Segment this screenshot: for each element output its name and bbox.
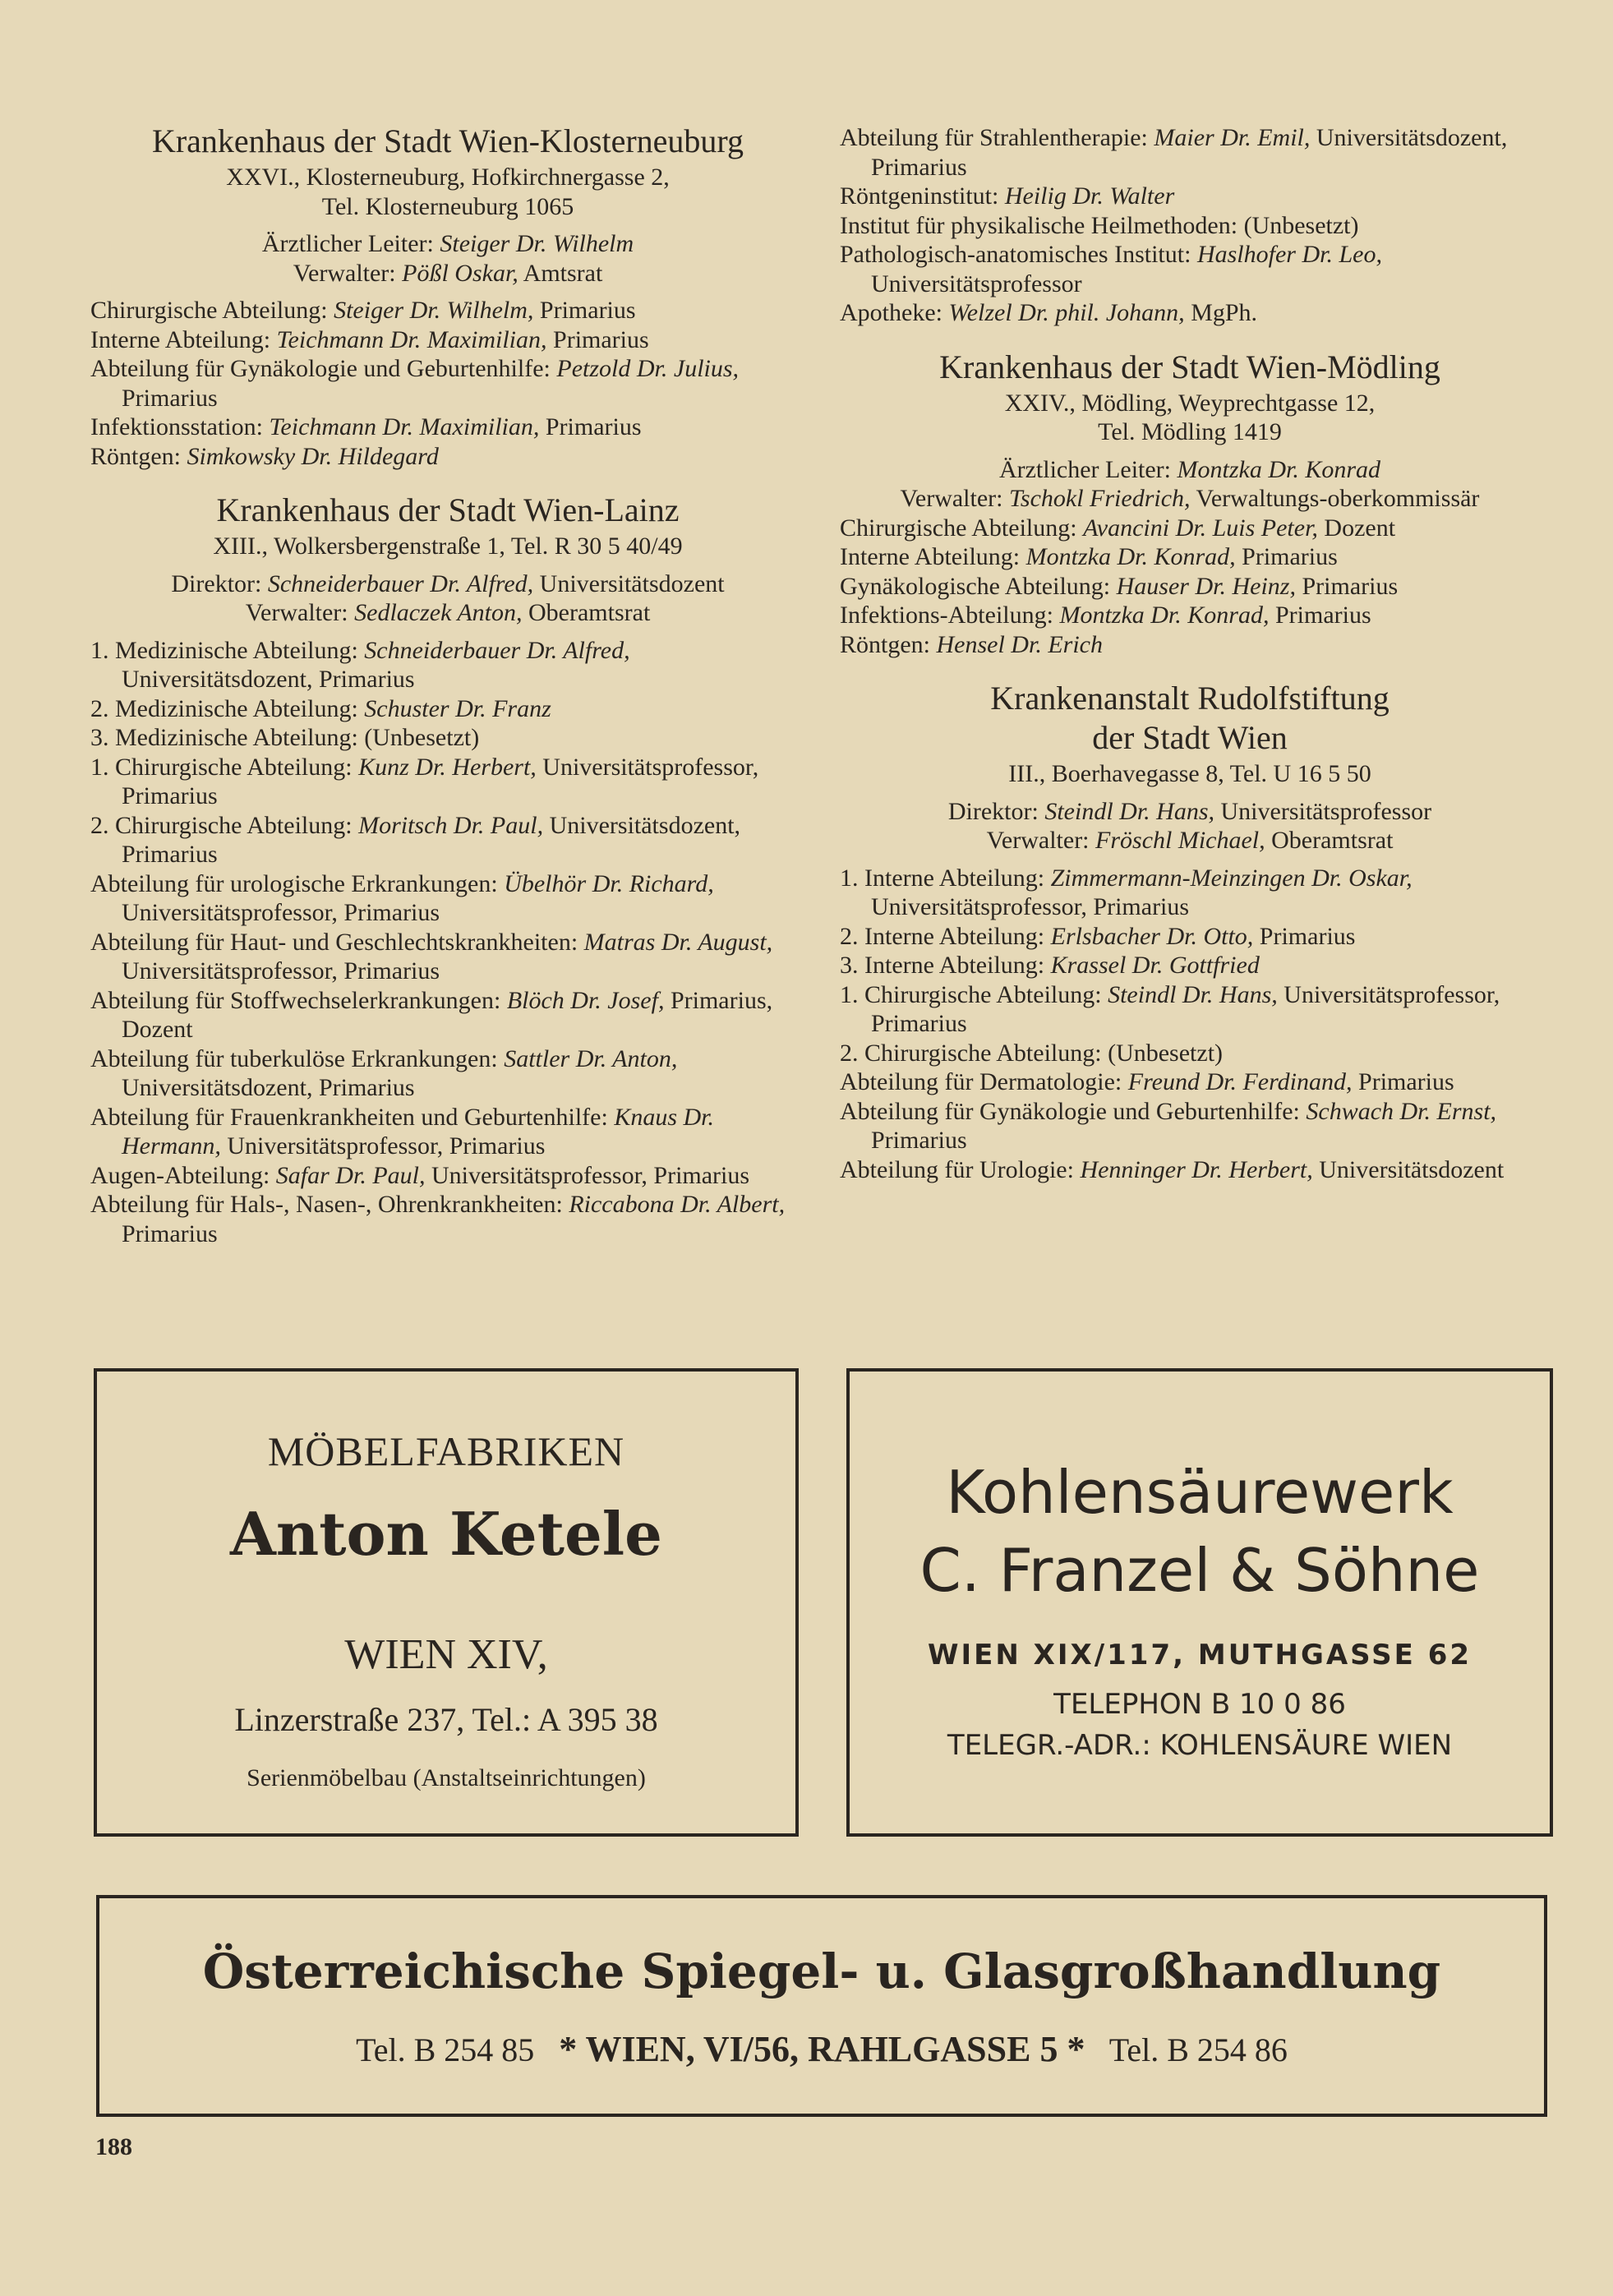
department-entry: Abteilung für Gynäkologie und Geburtenhilfe: Schwach Dr. Ernst, Primarius: [840, 1097, 1497, 1154]
hospital-address: III., Boerhavegasse 8, Tel. U 16 5 50: [1008, 760, 1371, 787]
medical-director: Ärztlicher Leiter: Steiger Dr. Wilhelm: [261, 230, 634, 257]
department-entry: Abteilung für urologische Erkrankungen: Übelhör Dr. Richard, Universitätsprofessor, Primarius: [90, 869, 714, 926]
hospital-address: XXVI., Klosterneuburg, Hofkirchnergasse 2,: [226, 164, 670, 191]
administrator: Verwalter: Fröschl Michael, Oberamtsrat: [986, 827, 1394, 854]
department-entry: 1. Medizinische Abteilung: Schneiderbauer Dr. Alfred, Universitätsdozent, Primarius: [90, 636, 630, 693]
ad-address: * WIEN, VI/56, RAHLGASSE 5 *: [559, 2029, 1085, 2069]
department-entry: Infektionsstation: Teichmann Dr. Maximilian, Primarius: [90, 413, 642, 440]
director: Direktor: Steindl Dr. Hans, Universitätsprofessor: [947, 797, 1432, 825]
department-entry: Pathologisch-anatomisches Institut: Haslhofer Dr. Leo, Universitätsprofessor: [840, 241, 1382, 297]
department-entry: Abteilung für Dermatologie: Freund Dr. Ferdinand, Primarius: [840, 1068, 1454, 1095]
hospital-phone: Tel. Mödling 1419: [1098, 418, 1282, 445]
department-entry: 2. Interne Abteilung: Erlsbacher Dr. Otto, Primarius: [840, 922, 1356, 950]
department-entry: Augen-Abteilung: Safar Dr. Paul, Universitätsprofessor, Primarius: [90, 1161, 750, 1189]
hospital-title-klosterneuburg: Krankenhaus der Stadt Wien-Klosterneuburg: [151, 122, 744, 159]
ad-address: WIEN XIX/117, MUTHGASSE 62: [927, 1639, 1472, 1671]
ad-city: WIEN XIV,: [344, 1631, 548, 1678]
administrator: Verwalter: Tschokl Friedrich, Verwaltungs-oberkommissär: [900, 485, 1480, 512]
department-entry: Interne Abteilung: Teichmann Dr. Maximilian, Primarius: [90, 325, 649, 353]
hospital-title-rudolfstiftung: Krankenanstalt Rudolfstiftung: [990, 680, 1389, 717]
department-entry: 2. Chirurgische Abteilung: (Unbesetzt): [840, 1039, 1224, 1067]
administrator: Verwalter: Pößl Oskar, Amtsrat: [293, 259, 603, 287]
hospital-title-lainz: Krankenhaus der Stadt Wien-Lainz: [216, 491, 680, 528]
ad-headline: Kohlensäurewerk: [946, 1458, 1454, 1527]
department-entry: Institut für physikalische Heilmethoden: (Unbesetzt): [840, 211, 1359, 239]
department-entry: Apotheke: Welzel Dr. phil. Johann, MgPh.: [840, 299, 1258, 326]
department-entry: 3. Medizinische Abteilung: (Unbesetzt): [90, 724, 480, 751]
hospital-address: XXIV., Mödling, Weyprechtgasse 12,: [1004, 389, 1376, 417]
hospital-title-moedling: Krankenhaus der Stadt Wien-Mödling: [939, 348, 1440, 385]
department-entry: Abteilung für Hals-, Nasen-, Ohrenkrankheiten: Riccabona Dr. Albert, Primarius: [90, 1191, 786, 1247]
ad-spiegel: [96, 1895, 1547, 2117]
department-entry: Gynäkologische Abteilung: Hauser Dr. Heinz, Primarius: [840, 572, 1399, 600]
ad-telephone: TELEPHON B 10 0 86: [1053, 1688, 1346, 1721]
ad-company-name: Anton Ketele: [230, 1499, 662, 1569]
department-entry: Abteilung für tuberkulöse Erkrankungen: Sattler Dr. Anton, Universitätsdozent, Primarius: [90, 1044, 678, 1101]
department-entry: Abteilung für Haut- und Geschlechtskrankheiten: Matras Dr. August, Universitätsprofessor, Primarius: [90, 928, 773, 984]
ad-telegram-address: TELEGR.-ADR.: KOHLENSÄURE WIEN: [947, 1729, 1453, 1762]
ad-company-name: Österreichische Spiegel- u. Glasgroßhandlung: [202, 1943, 1441, 1999]
department-entry: Abteilung für Frauenkrankheiten und Geburtenhilfe: Knaus Dr. Hermann, Universitätsprofessor, Primarius: [90, 1103, 715, 1160]
ad-company-name: C. Franzel & Söhne: [919, 1536, 1480, 1605]
hospital-phone: Tel. Klosterneuburg 1065: [321, 192, 574, 220]
department-entry: 3. Interne Abteilung: Krassel Dr. Gottfried: [840, 952, 1260, 979]
department-entry: 2. Chirurgische Abteilung: Moritsch Dr. Paul, Universitätsdozent, Primarius: [90, 811, 741, 868]
hospital-subtitle-rudolfstiftung: der Stadt Wien: [1092, 719, 1288, 756]
department-entry: Interne Abteilung: Montzka Dr. Konrad, Primarius: [840, 543, 1338, 570]
department-entry: Infektions-Abteilung: Montzka Dr. Konrad, Primarius: [840, 602, 1371, 629]
ad-telephone-right: Tel. B 254 86: [1108, 2031, 1288, 2068]
ad-ketele: [94, 1368, 799, 1837]
ad-franzel: [846, 1368, 1553, 1837]
department-entry: Abteilung für Gynäkologie und Geburtenhilfe: Petzold Dr. Julius, Primarius: [90, 355, 740, 412]
ad-telephone-left: Tel. B 254 85: [356, 2031, 535, 2068]
department-entry: 1. Chirurgische Abteilung: Kunz Dr. Herbert, Universitätsprofessor, Primarius: [90, 753, 759, 809]
left-column: [90, 123, 805, 1248]
director: Direktor: Schneiderbauer Dr. Alfred, Universitätsdozent: [171, 569, 725, 597]
hospital-address: XIII., Wolkersbergenstraße 1, Tel. R 30 5 40/49: [213, 533, 683, 560]
department-entry: Abteilung für Urologie: Henninger Dr. Herbert, Universitätsdozent: [840, 1155, 1505, 1183]
department-entry: Chirurgische Abteilung: Steiger Dr. Wilhelm, Primarius: [90, 297, 636, 324]
right-column: [840, 123, 1540, 1184]
medical-director: Ärztlicher Leiter: Montzka Dr. Konrad: [998, 455, 1381, 483]
department-entry: Chirurgische Abteilung: Avancini Dr. Luis Peter, Dozent: [840, 514, 1396, 542]
department-entry: Abteilung für Stoffwechselerkrankungen: Blöch Dr. Josef, Primarius, Dozent: [90, 986, 773, 1043]
ad-tagline: Serienmöbelbau (Anstaltseinrichtungen): [247, 1764, 646, 1791]
department-entry: 1. Interne Abteilung: Zimmermann-Meinzingen Dr. Oskar, Universitätsprofessor, Primarius: [840, 864, 1413, 920]
department-entry: Röntgeninstitut: Heilig Dr. Walter: [840, 182, 1175, 210]
ad-contact-line: [99, 2028, 1544, 2070]
administrator: Verwalter: Sedlaczek Anton, Oberamtsrat: [245, 599, 651, 626]
department-entry: Röntgen: Hensel Dr. Erich: [840, 630, 1103, 658]
ad-headline: MÖBELFABRIKEN: [267, 1428, 625, 1474]
department-entry: 2. Medizinische Abteilung: Schuster Dr. Franz: [90, 694, 551, 722]
ad-address: Linzerstraße 237, Tel.: A 395 38: [234, 1701, 658, 1738]
department-entry: Abteilung für Strahlentherapie: Maier Dr. Emil, Universitätsdozent, Primarius: [840, 124, 1508, 181]
page-number: 188: [95, 2133, 132, 2160]
department-entry: Röntgen: Simkowsky Dr. Hildegard: [90, 442, 439, 470]
department-entry: 1. Chirurgische Abteilung: Steindl Dr. Hans, Universitätsprofessor, Primarius: [840, 980, 1500, 1037]
